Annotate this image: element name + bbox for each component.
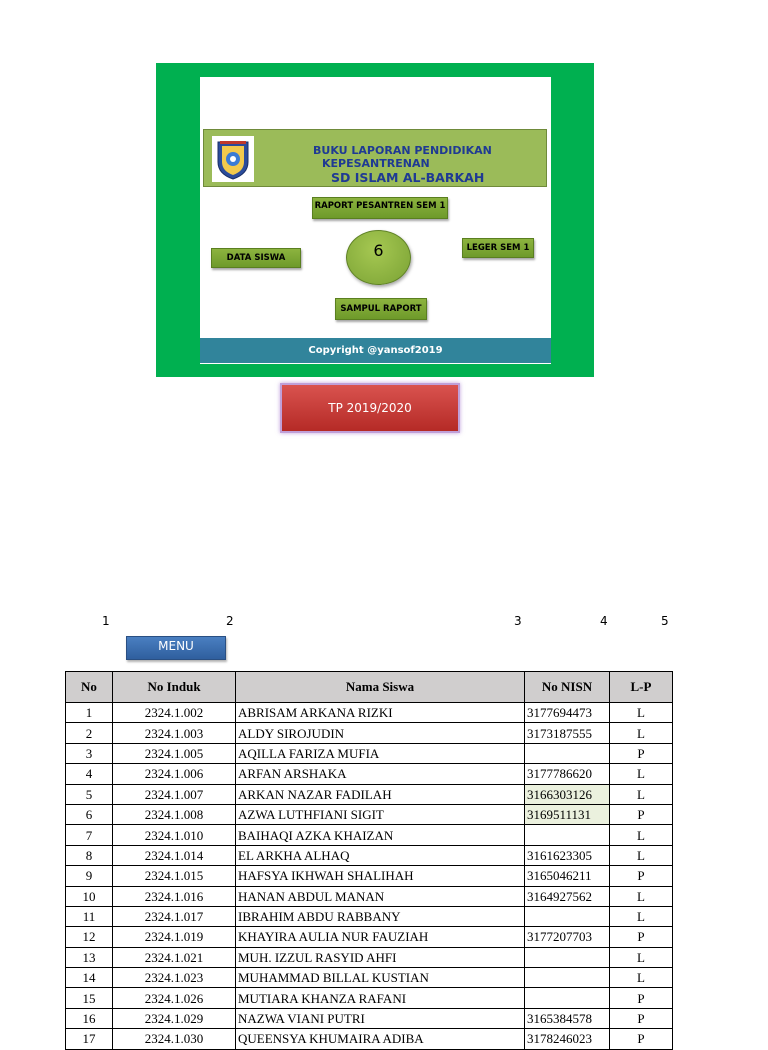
school-name: SD ISLAM AL-BARKAH (331, 170, 485, 185)
cell-lp[interactable]: L (610, 703, 673, 723)
cell-no[interactable]: 5 (66, 784, 113, 804)
header-no-induk: No Induk (113, 672, 236, 703)
cell-nama-siswa[interactable]: AZWA LUTHFIANI SIGIT (236, 804, 525, 824)
cell-nama-siswa[interactable]: NAZWA VIANI PUTRI (236, 1008, 525, 1028)
cell-no[interactable]: 3 (66, 743, 113, 763)
cell-no-nisn[interactable]: 3165384578 (525, 1008, 610, 1028)
cell-nama-siswa[interactable]: HAFSYA IKHWAH SHALIHAH (236, 866, 525, 886)
cell-no-nisn[interactable] (525, 968, 610, 988)
cell-no[interactable]: 12 (66, 927, 113, 947)
cell-no[interactable]: 14 (66, 968, 113, 988)
cell-no-nisn[interactable]: 3165046211 (525, 866, 610, 886)
sampul-raport-button[interactable]: SAMPUL RAPORT (335, 298, 427, 320)
table-row[interactable] (66, 906, 673, 926)
column-number: 5 (661, 614, 669, 628)
table-row[interactable] (66, 784, 673, 804)
cell-no-induk[interactable]: 2324.1.010 (113, 825, 236, 845)
cell-lp[interactable]: P (610, 804, 673, 824)
cell-no-induk[interactable]: 2324.1.005 (113, 743, 236, 763)
copyright-bar: Copyright @yansof2019 (200, 338, 551, 363)
cell-no[interactable]: 2 (66, 723, 113, 743)
header-no: No (66, 672, 113, 703)
cell-nama-siswa[interactable]: BAIHAQI AZKA KHAIZAN (236, 825, 525, 845)
cell-no-induk[interactable]: 2324.1.016 (113, 886, 236, 906)
cell-lp[interactable]: L (610, 886, 673, 906)
table-row[interactable] (66, 1029, 673, 1049)
column-number: 2 (226, 614, 234, 628)
cell-no-induk[interactable]: 2324.1.002 (113, 703, 236, 723)
cell-no[interactable]: 6 (66, 804, 113, 824)
header-nama-siswa: Nama Siswa (236, 672, 525, 703)
menu-card-panel (200, 77, 551, 364)
cell-no[interactable]: 1 (66, 703, 113, 723)
cell-no-nisn[interactable]: 3177694473 (525, 703, 610, 723)
cell-no-induk[interactable]: 2324.1.015 (113, 866, 236, 886)
cell-no-nisn[interactable]: 3178246023 (525, 1029, 610, 1049)
cell-nama-siswa[interactable]: AQILLA FARIZA MUFIA (236, 743, 525, 763)
column-number: 4 (600, 614, 608, 628)
cell-no-nisn[interactable]: 3166303126 (525, 784, 610, 804)
cell-no[interactable]: 4 (66, 764, 113, 784)
column-number: 3 (514, 614, 522, 628)
leger-button[interactable]: LEGER SEM 1 (462, 238, 534, 258)
cell-lp[interactable]: L (610, 968, 673, 988)
school-logo-icon (212, 136, 254, 182)
cell-lp[interactable]: L (610, 723, 673, 743)
cell-no-nisn[interactable]: 3177207703 (525, 927, 610, 947)
cell-no[interactable]: 7 (66, 825, 113, 845)
cell-nama-siswa[interactable]: ARFAN ARSHAKA (236, 764, 525, 784)
cell-lp[interactable]: P (610, 927, 673, 947)
cell-no-induk[interactable]: 2324.1.014 (113, 845, 236, 865)
cell-no-nisn[interactable]: 3164927562 (525, 886, 610, 906)
cell-nama-siswa[interactable]: KHAYIRA AULIA NUR FAUZIAH (236, 927, 525, 947)
cell-no-induk[interactable]: 2324.1.003 (113, 723, 236, 743)
raport-pesantren-button[interactable]: RAPORT PESANTREN SEM 1 (312, 197, 448, 219)
table-body (66, 703, 673, 1050)
title-line-2: KEPESANTRENAN (322, 157, 430, 170)
table-row[interactable] (66, 743, 673, 763)
student-table (65, 671, 673, 1050)
cell-no-induk[interactable]: 2324.1.008 (113, 804, 236, 824)
cell-no[interactable]: 11 (66, 906, 113, 926)
table-row[interactable] (66, 947, 673, 967)
cell-no-induk[interactable]: 2324.1.026 (113, 988, 236, 1008)
tahun-pelajaran-button[interactable]: TP 2019/2020 (280, 383, 460, 433)
cell-lp[interactable]: P (610, 1029, 673, 1049)
cell-lp[interactable]: L (610, 906, 673, 926)
cell-nama-siswa[interactable]: MUTIARA KHANZA RAFANI (236, 988, 525, 1008)
cell-no-nisn[interactable] (525, 947, 610, 967)
cell-no[interactable]: 17 (66, 1029, 113, 1049)
menu-button[interactable]: MENU (126, 636, 226, 660)
cell-no-induk[interactable]: 2324.1.007 (113, 784, 236, 804)
data-siswa-button[interactable]: DATA SISWA (211, 248, 301, 268)
cell-no-nisn[interactable] (525, 906, 610, 926)
table-header-row (66, 672, 673, 703)
cell-no-induk[interactable]: 2324.1.006 (113, 764, 236, 784)
column-number: 1 (102, 614, 110, 628)
cell-no-induk[interactable]: 2324.1.023 (113, 968, 236, 988)
cell-nama-siswa[interactable]: ALDY SIROJUDIN (236, 723, 525, 743)
cell-no-induk[interactable]: 2324.1.021 (113, 947, 236, 967)
cell-nama-siswa[interactable]: ARKAN NAZAR FADILAH (236, 784, 525, 804)
header-lp: L-P (610, 672, 673, 703)
table-row[interactable] (66, 866, 673, 886)
title-line-1: BUKU LAPORAN PENDIDIKAN (313, 144, 492, 157)
table-row[interactable] (66, 723, 673, 743)
cell-no[interactable]: 9 (66, 866, 113, 886)
cell-nama-siswa[interactable]: QUEENSYA KHUMAIRA ADIBA (236, 1029, 525, 1049)
cell-no-induk[interactable]: 2324.1.017 (113, 906, 236, 926)
table-row[interactable] (66, 764, 673, 784)
cell-no-nisn[interactable]: 3177786620 (525, 764, 610, 784)
table-row[interactable] (66, 703, 673, 723)
cell-no[interactable]: 10 (66, 886, 113, 906)
cell-lp[interactable]: L (610, 764, 673, 784)
table-row[interactable] (66, 927, 673, 947)
cell-no[interactable]: 16 (66, 1008, 113, 1028)
cell-nama-siswa[interactable]: ABRISAM ARKANA RIZKI (236, 703, 525, 723)
cell-nama-siswa[interactable]: EL ARKHA ALHAQ (236, 845, 525, 865)
cell-no[interactable]: 15 (66, 988, 113, 1008)
table-row[interactable] (66, 1008, 673, 1028)
cell-lp[interactable]: L (610, 845, 673, 865)
header-no-nisn: No NISN (525, 672, 610, 703)
cell-nama-siswa[interactable]: IBRAHIM ABDU RABBANY (236, 906, 525, 926)
table-row[interactable] (66, 988, 673, 1008)
cell-lp[interactable]: L (610, 784, 673, 804)
cell-lp[interactable]: P (610, 988, 673, 1008)
cell-lp[interactable]: L (610, 947, 673, 967)
table-row[interactable] (66, 804, 673, 824)
cell-lp[interactable]: L (610, 825, 673, 845)
cell-no-induk[interactable]: 2324.1.029 (113, 1008, 236, 1028)
table-row[interactable] (66, 968, 673, 988)
cell-no-nisn[interactable]: 3173187555 (525, 723, 610, 743)
cell-lp[interactable]: P (610, 743, 673, 763)
cell-nama-siswa[interactable]: HANAN ABDUL MANAN (236, 886, 525, 906)
cell-no-nisn[interactable]: 3169511131 (525, 804, 610, 824)
cell-no-nisn[interactable]: 3161623305 (525, 845, 610, 865)
cell-lp[interactable]: P (610, 866, 673, 886)
table-row[interactable] (66, 845, 673, 865)
cell-no-nisn[interactable] (525, 825, 610, 845)
cell-no[interactable]: 13 (66, 947, 113, 967)
table-row[interactable] (66, 825, 673, 845)
table-row[interactable] (66, 886, 673, 906)
cell-no-induk[interactable]: 2324.1.030 (113, 1029, 236, 1049)
center-counter: 6 (346, 230, 411, 285)
cell-nama-siswa[interactable]: MUH. IZZUL RASYID AHFI (236, 947, 525, 967)
cell-nama-siswa[interactable]: MUHAMMAD BILLAL KUSTIAN (236, 968, 525, 988)
cell-no-nisn[interactable] (525, 743, 610, 763)
cell-lp[interactable]: P (610, 1008, 673, 1028)
cell-no-induk[interactable]: 2324.1.019 (113, 927, 236, 947)
cell-no[interactable]: 8 (66, 845, 113, 865)
cell-no-nisn[interactable] (525, 988, 610, 1008)
